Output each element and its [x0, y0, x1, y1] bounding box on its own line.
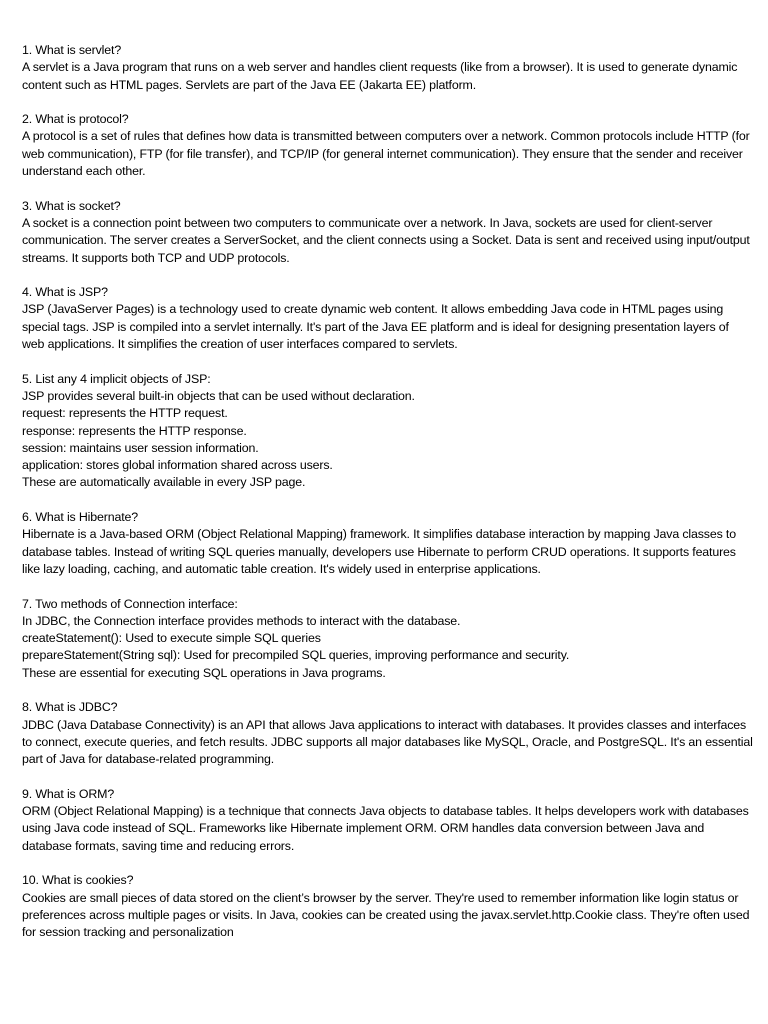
answer-text: Cookies are small pieces of data stored on the client’s browser by the server. They're used to remember information like login status or preferences across multiple pages or visits. In Java, cookies can be created using the javax.servlet.http.Cookie class. They're often used for session tracking and personalization — [22, 890, 750, 940]
answer-text: ORM (Object Relational Mapping) is a technique that connects Java objects to database tables. It helps developers work with databases using Java code instead of SQL. Frameworks like Hibernate implement ORM. ORM handles data conversion between Java and database formats, saving time and reducing errors. — [22, 804, 749, 853]
answer-line: These are essential for executing SQL operations in Java programs. — [22, 665, 386, 680]
answer-line: prepareStatement(String sql): Used for precompiled SQL queries, improving performance and security. — [22, 648, 570, 663]
answer-text: JSP (JavaServer Pages) is a technology used to create dynamic web content. It allows embedding Java code in HTML pages using special tags. JSP is compiled into a servlet internally. It's part of the Java EE platform and is ideal for designing presentation layers of web applications. It simplifies the creation of user interfaces compared to servlets. — [22, 302, 729, 352]
answer-text: JDBC (Java Database Connectivity) is an API that allows Java applications to interact with databases. It provides classes and interfaces to connect, execute queries, and fetch results. JDBC supports all major databases like MySQL, Oracle, and PostgreSQL. It's an essential part of Java for database-related programming. — [22, 717, 753, 767]
answer-line: In JDBC, the Connection interface provides methods to interact with the database. — [22, 613, 461, 628]
answer-line: response: represents the HTTP response. — [22, 423, 247, 438]
answer-line: JSP provides several built-in objects that can be used without declaration. — [22, 388, 415, 403]
answer-text: Hibernate is a Java-based ORM (Object Relational Mapping) framework. It simplifies database interaction by mapping Java classes to database tables. Instead of writing SQL queries manually, developers use Hibernate to perform CRUD operations. It supports features like lazy loading, caching, and automatic table creation. It's widely used in enterprise applications. — [22, 527, 736, 576]
answer-line: application: stores global information shared across users. — [22, 458, 333, 473]
qa-item-8 — [22, 699, 754, 768]
qa-item-2 — [22, 111, 754, 180]
question-heading: 3. What is socket? — [22, 198, 121, 213]
qa-item-9 — [22, 786, 754, 855]
question-heading: 1. What is servlet? — [22, 43, 122, 57]
answer-text: A servlet is a Java program that runs on a web server and handles client requests (like from a browser). It is used to generate dynamic content such as HTML pages. Servlets are part of the Java EE (Jakarta EE) platform. — [22, 60, 738, 92]
question-heading: 6. What is Hibernate? — [22, 510, 138, 525]
answer-text: A socket is a connection point between two computers to communicate over a network. In Java, sockets are used for client-server communication. The server creates a ServerSocket, and the client connects using a Socket. Data is sent and received using input/output streams. It supports both TCP and UDP protocols. — [22, 215, 750, 265]
answer-line: createStatement(): Used to execute simple SQL queries — [22, 631, 321, 646]
question-heading: 7. Two methods of Connection interface: — [22, 596, 238, 611]
question-heading: 10. What is cookies? — [22, 873, 134, 888]
answer-text: A protocol is a set of rules that defines how data is transmitted between computers over a network. Common protocols include HTTP (for web communication), FTP (for file transfer), and TCP/IP (for general internet communication). They ensure that the sender and receiver understand each other. — [22, 129, 750, 179]
qa-item-10 — [22, 872, 754, 941]
qa-item-7 — [22, 596, 754, 682]
answer-line: session: maintains user session information. — [22, 440, 259, 455]
answer-line: These are automatically available in every JSP page. — [22, 475, 306, 490]
qa-item-1 — [22, 42, 754, 94]
qa-item-4 — [22, 284, 754, 353]
qa-item-3 — [22, 198, 754, 267]
question-heading: 4. What is JSP? — [22, 285, 108, 300]
document-body — [22, 42, 754, 959]
qa-item-5 — [22, 371, 754, 492]
question-heading: 9. What is ORM? — [22, 786, 115, 801]
question-heading: 8. What is JDBC? — [22, 700, 118, 715]
question-heading: 2. What is protocol? — [22, 112, 129, 127]
qa-item-6 — [22, 509, 754, 578]
answer-line: request: represents the HTTP request. — [22, 406, 228, 421]
question-heading: 5. List any 4 implicit objects of JSP: — [22, 371, 211, 386]
